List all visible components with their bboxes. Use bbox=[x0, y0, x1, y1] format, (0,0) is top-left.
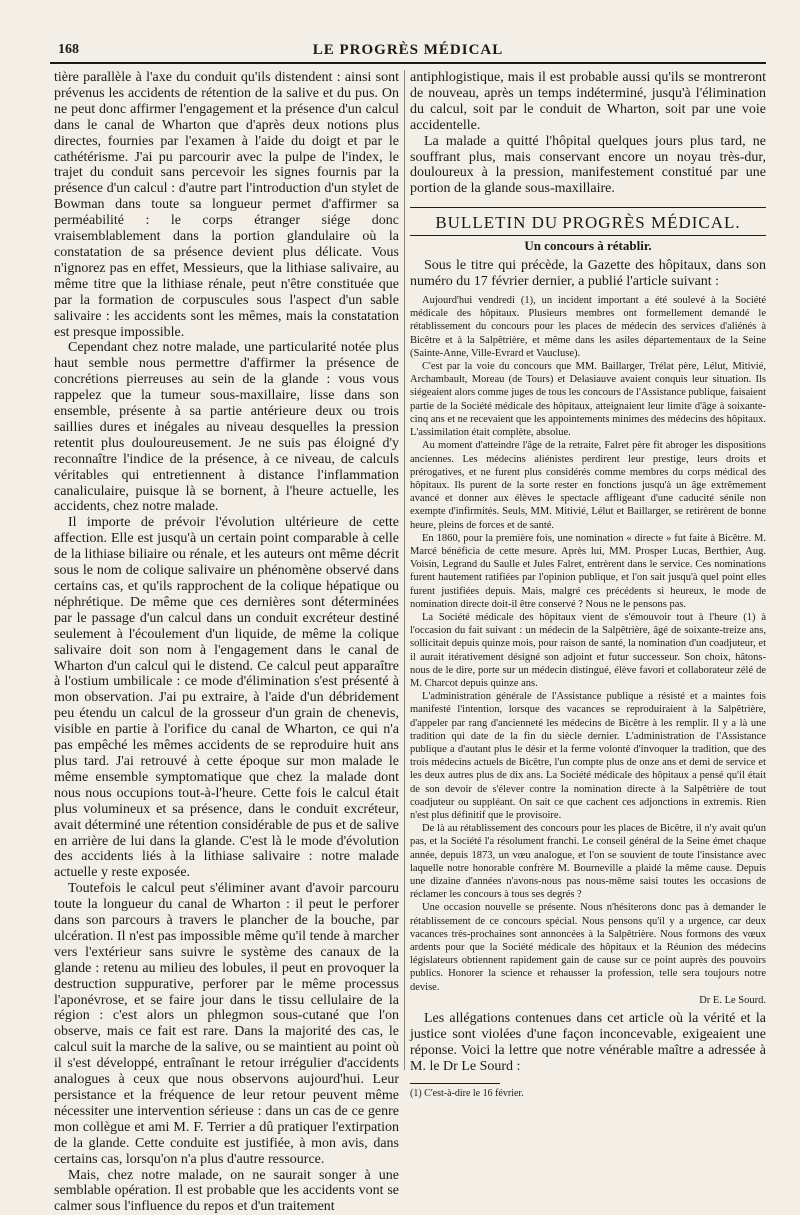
left-paragraph: Cependant chez notre malade, une particularité notée plus haut semble nous permettre d'affirmer la présence de concrétions pierreuses au sein de la glande : vous vous rappelez que la tumeur sous-maxillaire, lisse dans son ensemble, présente à sa partie antérieure deux ou trois saillies dures et inégales au niveau desquelles la pression retentit plus douloureusement. Je ne suis pas éloigné d'y reconnaître l'indice de la présence, à ce niveau, de calculs véritables qui entretiennent à distance l'inflammation canaliculaire, puisque là se bornent, à l'heure actuelle, les accidents, chez notre malade. bbox=[54, 340, 399, 515]
quoted-paragraph: Aujourd'hui vendredi (1), un incident important a été soulevé à la Société médicale des hôpitaux. Plusieurs membres ont formellement demandé le rétablissement du concours pour les places de médecin des services d'aliénés à Bicêtre et à la Salpêtrière, et même dans les asiles départementaux de la Seine (Sainte-Anne, Ville-Evrard et Vaucluse). bbox=[410, 295, 766, 359]
quoted-paragraph: La Société médicale des hôpitaux vient de s'émouvoir tout à l'heure (1) à l'occasion du fait suivant : un médecin de la Salpêtrière, âgé de soixante-treize ans, sollicitait depuis quinze mois, pour raison de santé, la nomination d'un coadjuteur, et il aurait itérativement désigné son adjoint et futur successeur. Son choix, hâtons-nous de le dire, porte sur un médecin distingué, élève favori et collaborateur zélé de M. Charcot depuis quinze ans. bbox=[410, 611, 766, 689]
page-header bbox=[50, 40, 766, 64]
bulletin-subtitle: Un concours à rétablir. bbox=[524, 238, 652, 254]
quoted-paragraph: Une occasion nouvelle se présente. Nous n'hésiterons donc pas à demander le rétablissement de ce concours spécial. Nous pensons qu'il y a urgence, car deux vacances très-prochaines sont annoncées à la Salpêtrière. Nous formons des vœux ardents pour que la Société médicale des hôpitaux et la Réunion des médecins législateurs obtiennent rapidement gain de cause sur ce point auprès des pouvoirs publics. Honorer la science et rehausser la profession, telle sera toujours notre devise. bbox=[410, 902, 766, 993]
bulletin-intro: Sous le titre qui précède, la Gazette des hôpitaux, dans son numéro du 17 février dernier, a publié l'article suivant : bbox=[410, 258, 766, 290]
column-divider bbox=[404, 70, 405, 1070]
signature: Dr E. Le Sourd. bbox=[699, 994, 766, 1006]
quoted-paragraph: Au moment d'atteindre l'âge de la retraite, Falret père fit abroger les dispositions anciennes. Les médecins aliénistes perdirent leur prestige, leurs droits et prérogatives, et ne furent plus considérés comme membres du corps médical des hôpitaux. Ils purent de la sorte rester en fonctions jusqu'à un âge extrêmement avancé et donner aux élèves le spectacle affligeant d'une caducité sénile non exempte d'infirmités. Seuls, MM. Mitivié, Lélut et Baillarger, se retirèrent de bonne heure, pleins de forces et de santé. bbox=[410, 440, 766, 531]
left-paragraph: Toutefois le calcul peut s'éliminer avant d'avoir parcouru toute la longueur du canal de Wharton : il peut le perforer dans son parcours à travers le plancher de la bouche, par ulcération. Il n'est pas impossible même qu'il tende à marcher vers l'extérieur sans suivre le système des canaux de la glande : retenu au milieu des lobules, il peut en provoquer la destruction suppurative, perforer par le même processus l'aponévrose, et se faire jour dans le tissu cellulaire de la région : c'est alors un phlegmon sous-cutané que l'on observe, mais ce fait est rare. Dans la majorité des cas, le calcul suit la marche de la salive, ou se maintient au point où il s'est développé, entraînant le retour irrégulier d'accidents analogues à ceux que nous observons aujourd'hui. Leur persistance et la fréquence de leur retour peuvent même nécessiter une intervention sérieuse : dans un cas de ce genre mon collègue et ami M. F. Terrier a dû pratiquer l'extirpation de la glande. Cette conduite est justifiée, à mon avis, dans certains cas, lorsqu'on n'a plus d'autre ressource. bbox=[54, 881, 399, 1167]
bulletin-heading bbox=[410, 207, 766, 236]
footnote: (1) C'est-à-dire le 16 février. bbox=[410, 1087, 524, 1099]
left-paragraph: Il importe de prévoir l'évolution ultérieure de cette affection. Elle est jusqu'à un certain point comparable à celle de la lithiase biliaire ou rénale, et les auteurs ont même décrit sous le nom de colique salivaire un phénomène observé dans certains cas, et qu'ils rapprochent de la colique hépatique ou néphrétique. De même que ces dernières sont déterminées par le passage d'un calcul dans un conduit excréteur destiné seulement à l'écoulement d'un liquide, de même la colique salivaire doit son nom à l'engagement dans le canal de Wharton d'un calcul qui le distend. Ce calcul peut apparaître à l'ostium umbilicale : ce mode d'élimination s'est présenté à mon observation. J'ai pu extraire, à l'aide d'un débridement peu étendu un calcul de la grosseur d'un grain de chenevis, visible en partie à l'orifice du canal de Wharton, ce qui n'a pas empêché les mêmes accidents de se reproduire huit ans plus tard. J'ai retrouvé à cette époque sur mon malade le même ensemble symptomatique que chez la malade dont nous nous occupions tout-à-l'heure. Cette fois le calcul était plus volumineux et sa présence, dans le conduit excréteur, avait déterminé une rétention considérable de pus et de salive en arrière de lui dans la glande. C'est là le mode d'évolution des accidents liés à la lithiase salivaire : notre malade actuelle y reste exposée. bbox=[54, 515, 399, 881]
left-paragraph: tière parallèle à l'axe du conduit qu'ils distendent : ainsi sont prévenus les accidents de rétention de la salive et du pus. On ne peut donc affirmer l'engagement et la présence d'un calcul dans le canal de Wharton que d'après deux notions plus directes, fournies par l'examen à l'aide du doigt et par le cathétérisme. J'ai pu parcourir avec la pulpe de l'index, le trajet du conduit sans percevoir les signes fournis par la présence d'un calcul : d'autre part l'introduction d'un stylet de Bowman dans toute sa longueur permet d'affirmer sa perméabilité : le corps étranger siége donc vraisemblablement dans la portion glandulaire où la constatation de sa présence devient plus délicate. Vous n'ignorez pas en effet, Messieurs, que la lithiase salivaire, au même titre que la lithiase rénale, peut n'être constituée que par la formation de corpuscules sous l'aspect d'un sable salivaire : les accidents sont les mêmes, mais la constatation est presque impossible. bbox=[54, 70, 399, 340]
page-number: 168 bbox=[58, 42, 79, 57]
quoted-article bbox=[410, 294, 766, 1007]
journal-title: LE PROGRÈS MÉDICAL bbox=[312, 42, 504, 58]
quoted-paragraph: De là au rétablissement des concours pour les places de Bicêtre, il n'y avait qu'un pas, et la Société l'a résolument franchi. Le conseil général de la Seine émet chaque année, depuis 1873, un vœu analogue, et l'on se souvient de toute l'insistance avec laquelle notre honorable confrère M. Bourneville a plaidé la même cause. Depuis une dizaine d'années n'avons-nous pas nous-même saisi toutes les occasions de réclamer les concours à tous ses degrés ? bbox=[410, 823, 766, 901]
left-paragraph: Mais, chez notre malade, on ne saurait songer à une semblable opération. Il est probable que les accidents vont se calmer sous l'influence du repos et d'un traitement bbox=[54, 1167, 399, 1215]
quoted-paragraph: L'administration générale de l'Assistance publique a résisté et a maintes fois manifesté l'intention, lorsque des vacances se reproduiraient à la Salpêtrière, d'appeler par rang d'ancienneté les médecins de Bicêtre à les remplir. Il y a là une tradition qui date de la fin du siècle dernier. L'administration de l'Assistance publique a d'autant plus le désir et la ferme volonté d'invoquer la tradition, que des trois médecins actuels de Bicêtre, l'un compte plus de onze ans et demi de service et les deux autres plus de dix ans. La Société médicale des hôpitaux a pensé qu'il était de son devoir de s'élever contre la nomination directe à la Salpêtrière de tout coadjuteur ou suppléant. On sait ce que cachent ces adjonctions in extremis. Rien n'est plus définitif que le provisoire. bbox=[410, 691, 766, 821]
bulletin-title: BULLETIN DU bbox=[435, 213, 559, 233]
right-paragraph: La malade a quitté l'hôpital quelques jours plus tard, ne souffrant plus, mais conservant encore un noyau très-dur, douloureux à la pression, manifestement constitué par une portion de la glande sous-maxillaire. bbox=[410, 133, 766, 197]
right-column bbox=[410, 70, 766, 1100]
left-column bbox=[54, 70, 399, 1215]
quoted-paragraph: En 1860, pour la première fois, une nomination « directe » fut faite à Bicêtre. M. Marcé bénéficia de cette mesure. Après lui, MM. Prosper Lucas, Berthier, Aug. Voisin, Legrand du Saulle et Jules Falret, entrèrent dans le service. Ces nominations furent hautement ratifiées par l'opinion publique, et l'on sait jusqu'à quel point elles furent justifiées depuis. Mais, malgré ces précédents si heureux, le mode de nomination directe doit-il être conservé ? Nous ne le pensons pas. bbox=[410, 532, 766, 610]
footnote-rule bbox=[410, 1083, 500, 1084]
right-paragraph: antiphlogistique, mais il est probable aussi qu'ils se montreront de nouveau, après un temps indéterminé, jusqu'à l'élimination du calcul, soit par le conduit de Wharton, soit par une voie accidentelle. bbox=[410, 70, 766, 133]
closing-paragraph: Les allégations contenues dans cet article où la vérité et la justice sont violées d'une façon inconcevable, exigeaient une réponse. Voici la lettre que notre vénérable maître a adressée à M. le Dr Le Sourd : bbox=[410, 1011, 766, 1074]
bulletin-title-italic: PROGRÈS MÉDICAL. bbox=[562, 213, 741, 233]
quoted-paragraph: C'est par la voie du concours que MM. Baillarger, Trélat père, Lélut, Mitivié, Archambault, Moreau (de Tours) et Delasiauve avaient conquis leur situation. Ils siégeaient alors comme juges de tous les concours de l'Assistance publique, faisaient partie de la Société médicale des hôpitaux, atteignaient leur limite d'âge à soixante-cinq ans et ne recevaient que les appointements minimes des médecins des hôpitaux. L'assimilation était complète, absolue. bbox=[410, 361, 766, 439]
